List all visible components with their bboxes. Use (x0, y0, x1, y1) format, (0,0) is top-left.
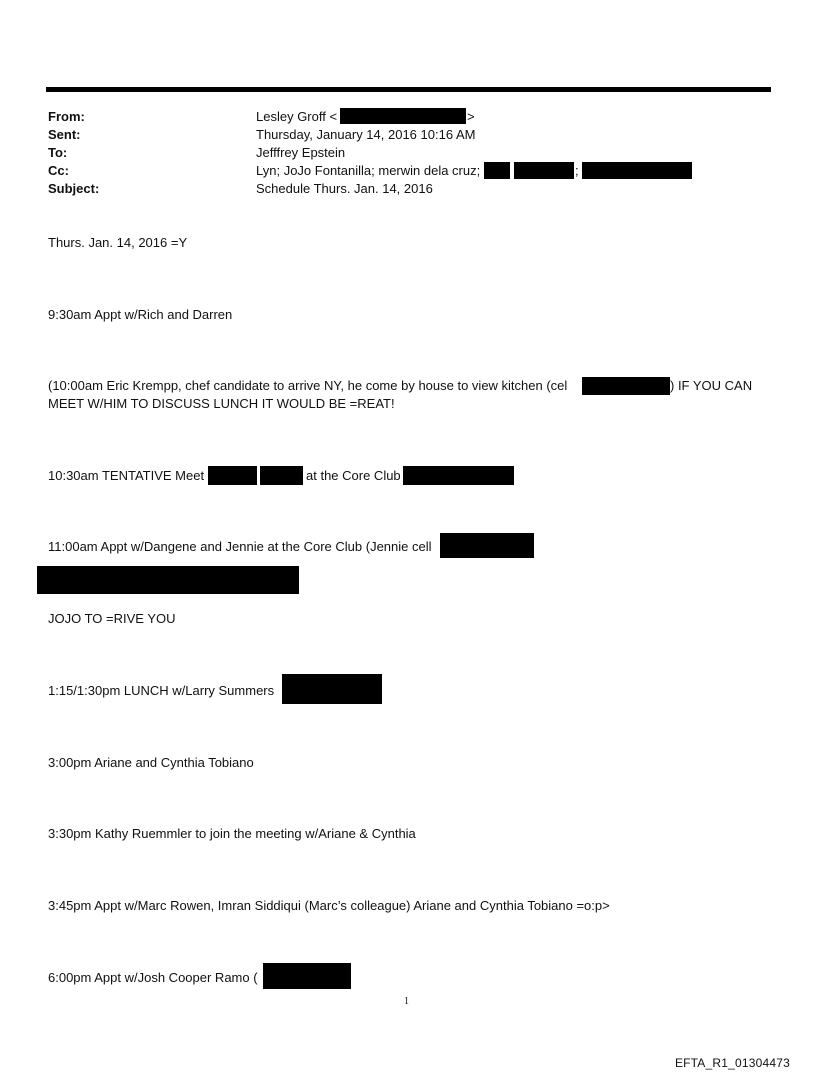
from-value (256, 108, 337, 126)
schedule-item-1000-line1-end: ) IF YOU CAN (670, 378, 753, 393)
from-label: From: (48, 109, 85, 124)
redaction-from-email (340, 108, 466, 124)
redaction-cc-1 (484, 162, 510, 179)
schedule-item-930: 9:30am Appt w/Rich and Darren (48, 307, 233, 322)
sent-value: Thursday, January 14, 2016 10:16 AM (256, 127, 476, 142)
sent-label: Sent: (48, 127, 81, 142)
redaction-chef-phone (582, 377, 670, 395)
to-value: Jefffrey Epstein (256, 145, 346, 160)
schedule-item-1000-line2: MEET W/HIM TO DISCUSS LUNCH IT WOULD BE =REAT! (48, 396, 395, 411)
cc-value: Lyn; JoJo Fontanilla; merwin dela cruz; (256, 163, 481, 178)
to-label: To: (48, 145, 68, 160)
redaction-meet-name-2 (260, 466, 303, 485)
subject-value: Schedule Thurs. Jan. 14, 2016 (256, 181, 433, 196)
redaction-jennie-cell (440, 533, 534, 558)
redaction-block (37, 566, 299, 594)
schedule-item-600: 6:00pm Appt w/Josh Cooper Ramo ( (48, 970, 258, 985)
redaction-cc-3 (582, 162, 692, 179)
redaction-ramo (263, 963, 351, 989)
from-name: Lesley Groff < (256, 109, 338, 124)
cc-label: Cc: (48, 163, 69, 178)
schedule-item-300: 3:00pm Ariane and Cynthia Tobiano (48, 755, 254, 770)
schedule-item-lunch: 1:15/1:30pm LUNCH w/Larry Summers (48, 683, 275, 698)
from-close: > (467, 109, 475, 124)
header-divider (46, 87, 771, 92)
cc-separator: ; (575, 163, 579, 178)
redaction-meet-name-1 (208, 466, 257, 485)
schedule-item-330: 3:30pm Kathy Ruemmler to join the meeting w/Ariane & Cynthia (48, 826, 416, 841)
redaction-lunch (282, 674, 382, 704)
schedule-drive-note: JOJO TO =RIVE YOU (48, 611, 176, 626)
redaction-cc-2 (514, 162, 574, 179)
bates-number: EFTA_R1_01304473 (674, 1056, 790, 1070)
redaction-core-club (403, 466, 514, 485)
page-number: 1 (404, 996, 409, 1007)
schedule-item-1100: 11:00am Appt w/Dangene and Jennie at the Core Club (Jennie cell (48, 539, 432, 554)
schedule-item-1030-end: at the Core Club (306, 468, 401, 483)
subject-label: Subject: (48, 181, 100, 196)
schedule-item-345: 3:45pm Appt w/Marc Rowen, Imran Siddiqui (Marc’s colleague) Ariane and Cynthia Tobiano =o:p> (48, 898, 610, 913)
schedule-item-1030-start: 10:30am TENTATIVE Meet (48, 468, 205, 483)
schedule-date: Thurs. Jan. 14, 2016 =Y (48, 235, 188, 250)
schedule-item-1000-line1: (10:00am Eric Krempp, chef candidate to arrive NY, he come by house to view kitchen (cel (48, 378, 568, 393)
